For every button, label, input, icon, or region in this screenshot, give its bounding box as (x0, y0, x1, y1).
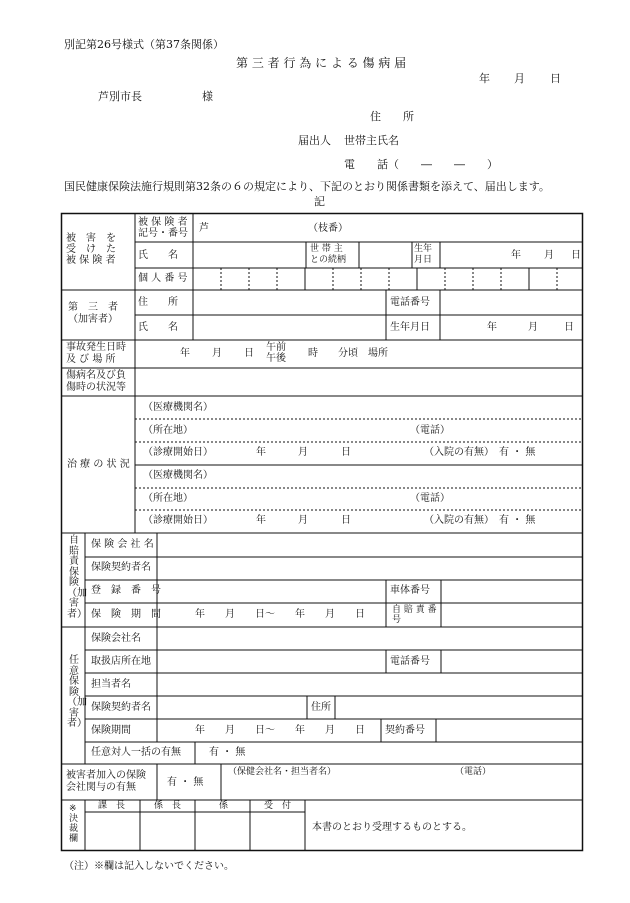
victim-insurance-label: 被害者加入の保険 会社関与の有無 (66, 770, 146, 793)
facility-label-2: （医療機関名） (143, 470, 213, 481)
decision-section-label: ※ 決 裁 欄 (69, 804, 79, 844)
relation-label: 世 帯 主 との続柄 (310, 244, 347, 265)
lump-sum-label: 任意対人一括の有無 (91, 747, 181, 758)
date-day: 日 (550, 72, 561, 85)
third-party-section-label: 第 三 者 （加害者） (68, 302, 118, 325)
nini-address-label: 住所 (311, 702, 331, 713)
victim-birth-month: 月 (544, 250, 554, 261)
victim-birth-label: 生年 月日 (414, 244, 433, 265)
jibaiseki-contractor-label: 保険契約者名 (91, 562, 151, 573)
date-year: 年 (479, 72, 490, 85)
accident-label: 事故発生日時 及 び 場 所 (66, 342, 126, 365)
start-day-2: 日 (341, 515, 351, 526)
nini-period-value: 年 月 日～ 年 月 日 (195, 725, 365, 736)
form-title: 第 三 者 行 為 に よ る 傷 病 届 (236, 56, 407, 70)
accident-day: 日 (244, 348, 254, 359)
addressee: 芦別市長 (98, 90, 142, 103)
victim-name-label: 氏 名 (138, 250, 178, 261)
insured-prefix: 芦 (199, 223, 209, 234)
third-party-birth-day: 日 (564, 322, 574, 333)
accident-ampm: 午前 午後 (266, 342, 286, 364)
location-label-1: （所在地） (143, 425, 193, 436)
acceptance-text: 本書のとおり受理するものとする。 (312, 822, 472, 833)
nini-period-label: 保険期間 (91, 725, 131, 736)
phone-label: 電 話（ ― ― ） (344, 158, 498, 171)
start-month-2: 月 (298, 515, 308, 526)
honorific: 様 (202, 90, 213, 103)
facility-label-1: （医療機関名） (143, 402, 213, 413)
ki-mark: 記 (314, 195, 325, 208)
lump-sum-yes-no: 有 ・ 無 (209, 747, 246, 758)
victim-birth-day: 日 (571, 250, 581, 261)
nini-company-label: 保険会社名 (91, 633, 141, 644)
third-party-birth-label: 生年月日 (390, 322, 430, 333)
victim-insurance-yes-no: 有 ・ 無 (167, 777, 204, 788)
third-party-phone-label: 電話番号 (390, 297, 430, 308)
address-label: 住 所 (370, 110, 414, 123)
decision-col-chief: 課 長 (98, 801, 126, 811)
hospitalization-2: （入院の有無） 有 ・ 無 (424, 515, 536, 526)
victim-insurance-phone: （電話） (455, 767, 492, 777)
jibaiseki-period-label: 保 険 期 間 (91, 609, 161, 620)
victim-birth-year: 年 (511, 250, 521, 261)
victim-insurance-company: （保健会社名・担当者名） (228, 767, 337, 777)
treatment-label: 治 療 の 状 況 (67, 459, 130, 470)
third-party-birth-year: 年 (487, 322, 497, 333)
jibaiseki-section-label: 自賠責保険（加害者） (67, 535, 87, 620)
victim-section-label: 被 害 を 受 け た 被 保 険 者 (66, 233, 116, 266)
accident-month: 月 (212, 348, 222, 359)
nini-store-label: 取扱店所在地 (91, 656, 151, 667)
applicant-label: 届出人 (298, 134, 331, 147)
start-year-2: 年 (256, 515, 266, 526)
third-party-birth-month: 月 (528, 322, 538, 333)
injury-label: 傷病名及び負 傷時の状況等 (66, 370, 126, 393)
jibaiseki-reg-label: 登 録 番 号 (91, 585, 161, 596)
decision-col-reception: 受 付 (264, 801, 292, 811)
statement: 国民健康保険法施行規則第32条の６の規定により、下記のとおり関係書類を添えて、届出します。 (64, 180, 550, 193)
start-year-1: 年 (256, 447, 266, 458)
hospitalization-1: （入院の有無） 有 ・ 無 (424, 447, 536, 458)
nini-contractor-label: 保険契約者名 (91, 702, 151, 713)
third-party-address-label: 住 所 (138, 297, 178, 308)
decision-col-section-chief: 係 長 (154, 801, 182, 811)
start-day-1: 日 (341, 447, 351, 458)
branch-number-label: （枝番） (308, 223, 348, 234)
jibaiseki-cert-label: 自 賠 責 番 号 (392, 605, 437, 625)
jibaiseki-period-value: 年 月 日～ 年 月 日 (195, 609, 365, 620)
footer-note: （注）※欄は記入しないでください。 (64, 861, 234, 872)
insured-number-label: 被 保 険 者 記号・番号 (138, 217, 188, 239)
date-month: 月 (514, 72, 525, 85)
phone-label-1: （電話） (410, 425, 450, 436)
nini-section-label: 任意保険（加害者） (67, 655, 87, 729)
form-number: 別記第26号様式（第37条関係） (64, 38, 224, 51)
householder-label: 世帯主氏名 (344, 134, 399, 147)
start-month-1: 月 (298, 447, 308, 458)
decision-col-staff: 係 (219, 801, 229, 811)
third-party-name-label: 氏 名 (138, 322, 178, 333)
location-label-2: （所在地） (143, 493, 193, 504)
nini-person-label: 担当者名 (91, 679, 131, 690)
start-date-label-2: （診療開始日） (143, 515, 213, 526)
accident-time-place: 時 分頃 場所 (308, 348, 388, 359)
jibaiseki-company-label: 保 険 会 社 名 (91, 539, 154, 550)
start-date-label-1: （診療開始日） (143, 447, 213, 458)
personal-number-label: 個 人 番 号 (138, 273, 188, 284)
contract-number-label: 契約番号 (385, 725, 425, 736)
nini-phone-label: 電話番号 (390, 656, 430, 667)
vehicle-number-label: 車体番号 (390, 585, 430, 596)
phone-label-2: （電話） (410, 493, 450, 504)
accident-year: 年 (180, 348, 190, 359)
